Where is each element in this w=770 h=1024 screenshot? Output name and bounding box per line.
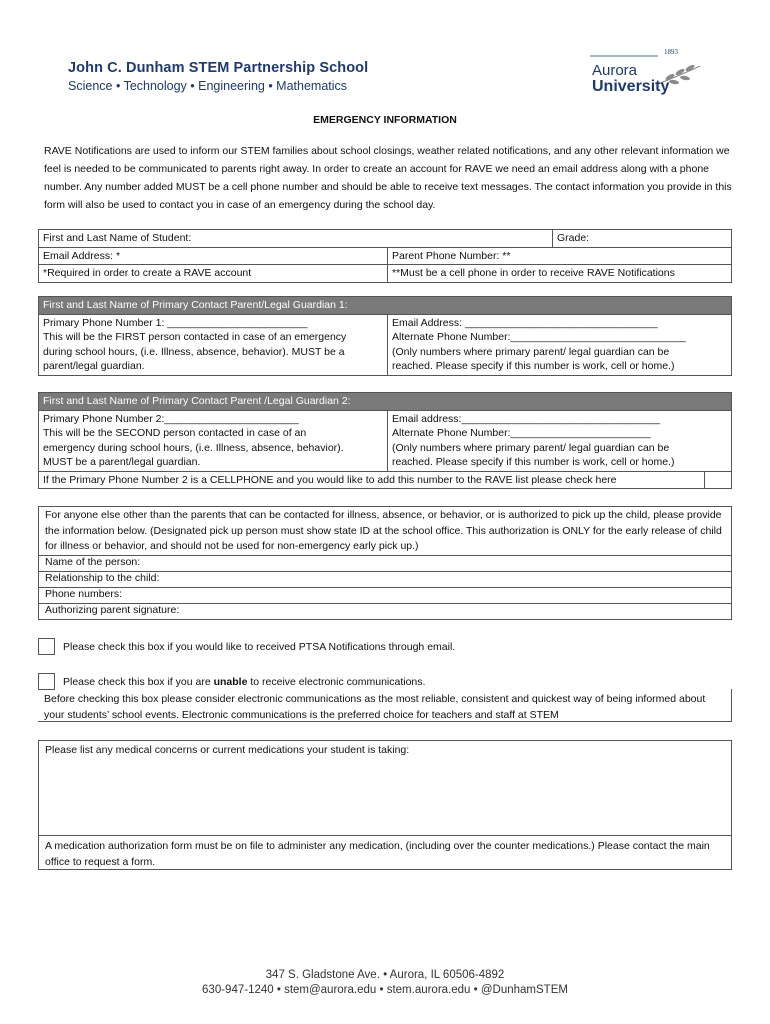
ptsa-text: Please check this box if you would like to received PTSA Notifications through email.	[63, 641, 456, 653]
unable-post: to receive electronic communications.	[247, 676, 426, 688]
school-tagline: Science • Technology • Engineering • Mathematics	[68, 79, 348, 93]
guardian1-section	[38, 296, 732, 376]
logo-line1: Aurora	[592, 62, 638, 79]
rave-add-text: If the Primary Phone Number 2 is a CELLPHONE and you would like to add this number to the RAVE list please check here	[39, 471, 705, 489]
pickup-relationship-field[interactable]: Relationship to the child:	[45, 572, 160, 584]
email-field[interactable]: Email Address: *	[39, 247, 388, 265]
medical-note: A medication authorization form must be on file to administer any medication, (including over the counter medications.) Please contact the main office to request a form.	[45, 840, 710, 868]
footer-address: 347 S. Gladstone Ave. • Aurora, IL 60506-4892	[265, 969, 505, 981]
guardian1-note-line: parent/legal guardian.	[43, 360, 145, 372]
ptsa-checkbox[interactable]	[38, 638, 55, 655]
medical-section	[38, 740, 732, 870]
guardian2-header[interactable]: First and Last Name of Primary Contact Parent /Legal Guardian 2:	[39, 393, 732, 411]
guardian1-alt-note-line: reached. Please specify if this number is work, cell or home.)	[392, 360, 675, 372]
student-info-table	[38, 229, 732, 283]
unable-bold: unable	[213, 676, 248, 688]
unable-pre: Please check this box if you are	[63, 676, 214, 688]
guardian1-header[interactable]: First and Last Name of Primary Contact Parent/Legal Guardian 1:	[39, 297, 732, 315]
guardian2-email-field[interactable]: Email address:__________________________________	[392, 412, 660, 425]
logo-line2: University	[592, 78, 670, 95]
pickup-section	[38, 506, 732, 620]
guardian2-phone-field[interactable]: Primary Phone Number 2:_______________________	[43, 412, 299, 425]
pickup-signature-field[interactable]: Authorizing parent signature:	[45, 604, 180, 616]
guardian2-note-line: emergency during school hours, (i.e. Illness, absence, behavior).	[43, 441, 344, 454]
guardian1-email-field[interactable]: Email Address: _________________________________	[392, 316, 658, 329]
guardian1-alt-note-line: (Only numbers where primary parent/ legal guardian can be	[392, 345, 670, 358]
aurora-university-logo	[588, 44, 708, 104]
pickup-name-field[interactable]: Name of the person:	[45, 556, 141, 568]
page-title: EMERGENCY INFORMATION	[313, 114, 457, 126]
guardian1-alt-phone-field[interactable]: Alternate Phone Number:______________________________	[392, 331, 686, 343]
school-name: John C. Dunham STEM Partnership School	[68, 60, 369, 76]
unable-checkbox[interactable]	[38, 673, 55, 690]
guardian1-phone-field[interactable]: Primary Phone Number 1: ________________________	[43, 316, 308, 329]
guardian1-note-line: This will be the FIRST person contacted in case of an emergency	[43, 331, 347, 343]
pickup-intro: For anyone else other than the parents that can be contacted for illness, absence, or behavior, or is authorized to pick up the child, please provide the information below. (Designated pick up person must show state ID at the school office. This authorization is ONLY for the early release of child for illness or behavior, and should not be used for non-emergency early pick up.)	[45, 509, 722, 552]
grade-field[interactable]: Grade:	[553, 230, 732, 248]
medical-textarea[interactable]	[39, 759, 731, 833]
cell-note: **Must be a cell phone in order to receive RAVE Notifications	[388, 265, 732, 283]
intro-paragraph: RAVE Notifications are used to inform our STEM families about school closings, weather related notifications, and any other relevant information we feel is needed to be communicated to parents right away. In order to create an account for RAVE we need an email address along with a phone number. Any number added MUST be a cell phone number and should be able to receive text messages. The contact information you provide in this form will also be used to contact you in case of an emergency during the school day.	[44, 145, 732, 211]
unable-text	[63, 675, 425, 690]
guardian2-alt-note-line: reached. Please specify if this number is work, cell or home.)	[392, 456, 675, 468]
unable-note: Before checking this box please consider electronic communications as the most reliable, consistent and quickest way of being informed about your students’ school events. Electronic communications is the preferred choice for teachers and staff at STEM	[44, 693, 706, 721]
footer-contact: 630-947-1240 • stem@aurora.edu • stem.aurora.edu • @DunhamSTEM	[202, 984, 568, 996]
guardian2-section	[38, 392, 732, 489]
parent-phone-field[interactable]: Parent Phone Number: **	[388, 247, 732, 265]
student-name-field[interactable]: First and Last Name of Student:	[39, 230, 553, 248]
required-note: *Required in order to create a RAVE account	[39, 265, 388, 283]
guardian2-alt-phone-field[interactable]: Alternate Phone Number:________________________	[392, 427, 651, 439]
pickup-phone-field[interactable]: Phone numbers:	[45, 588, 123, 600]
guardian2-note-line: MUST be a parent/legal guardian.	[43, 456, 201, 468]
guardian2-alt-note-line: (Only numbers where primary parent/ legal guardian can be	[392, 441, 670, 454]
guardian1-note-line: during school hours, (i.e. Illness, absence, behavior). MUST be a	[43, 345, 345, 358]
rave-add-checkbox[interactable]	[705, 471, 732, 489]
unable-frame	[38, 689, 732, 722]
medical-prompt: Please list any medical concerns or current medications your student is taking:	[45, 744, 410, 756]
logo-year: 1893	[664, 48, 678, 56]
guardian2-note-line: This will be the SECOND person contacted in case of an	[43, 427, 307, 439]
